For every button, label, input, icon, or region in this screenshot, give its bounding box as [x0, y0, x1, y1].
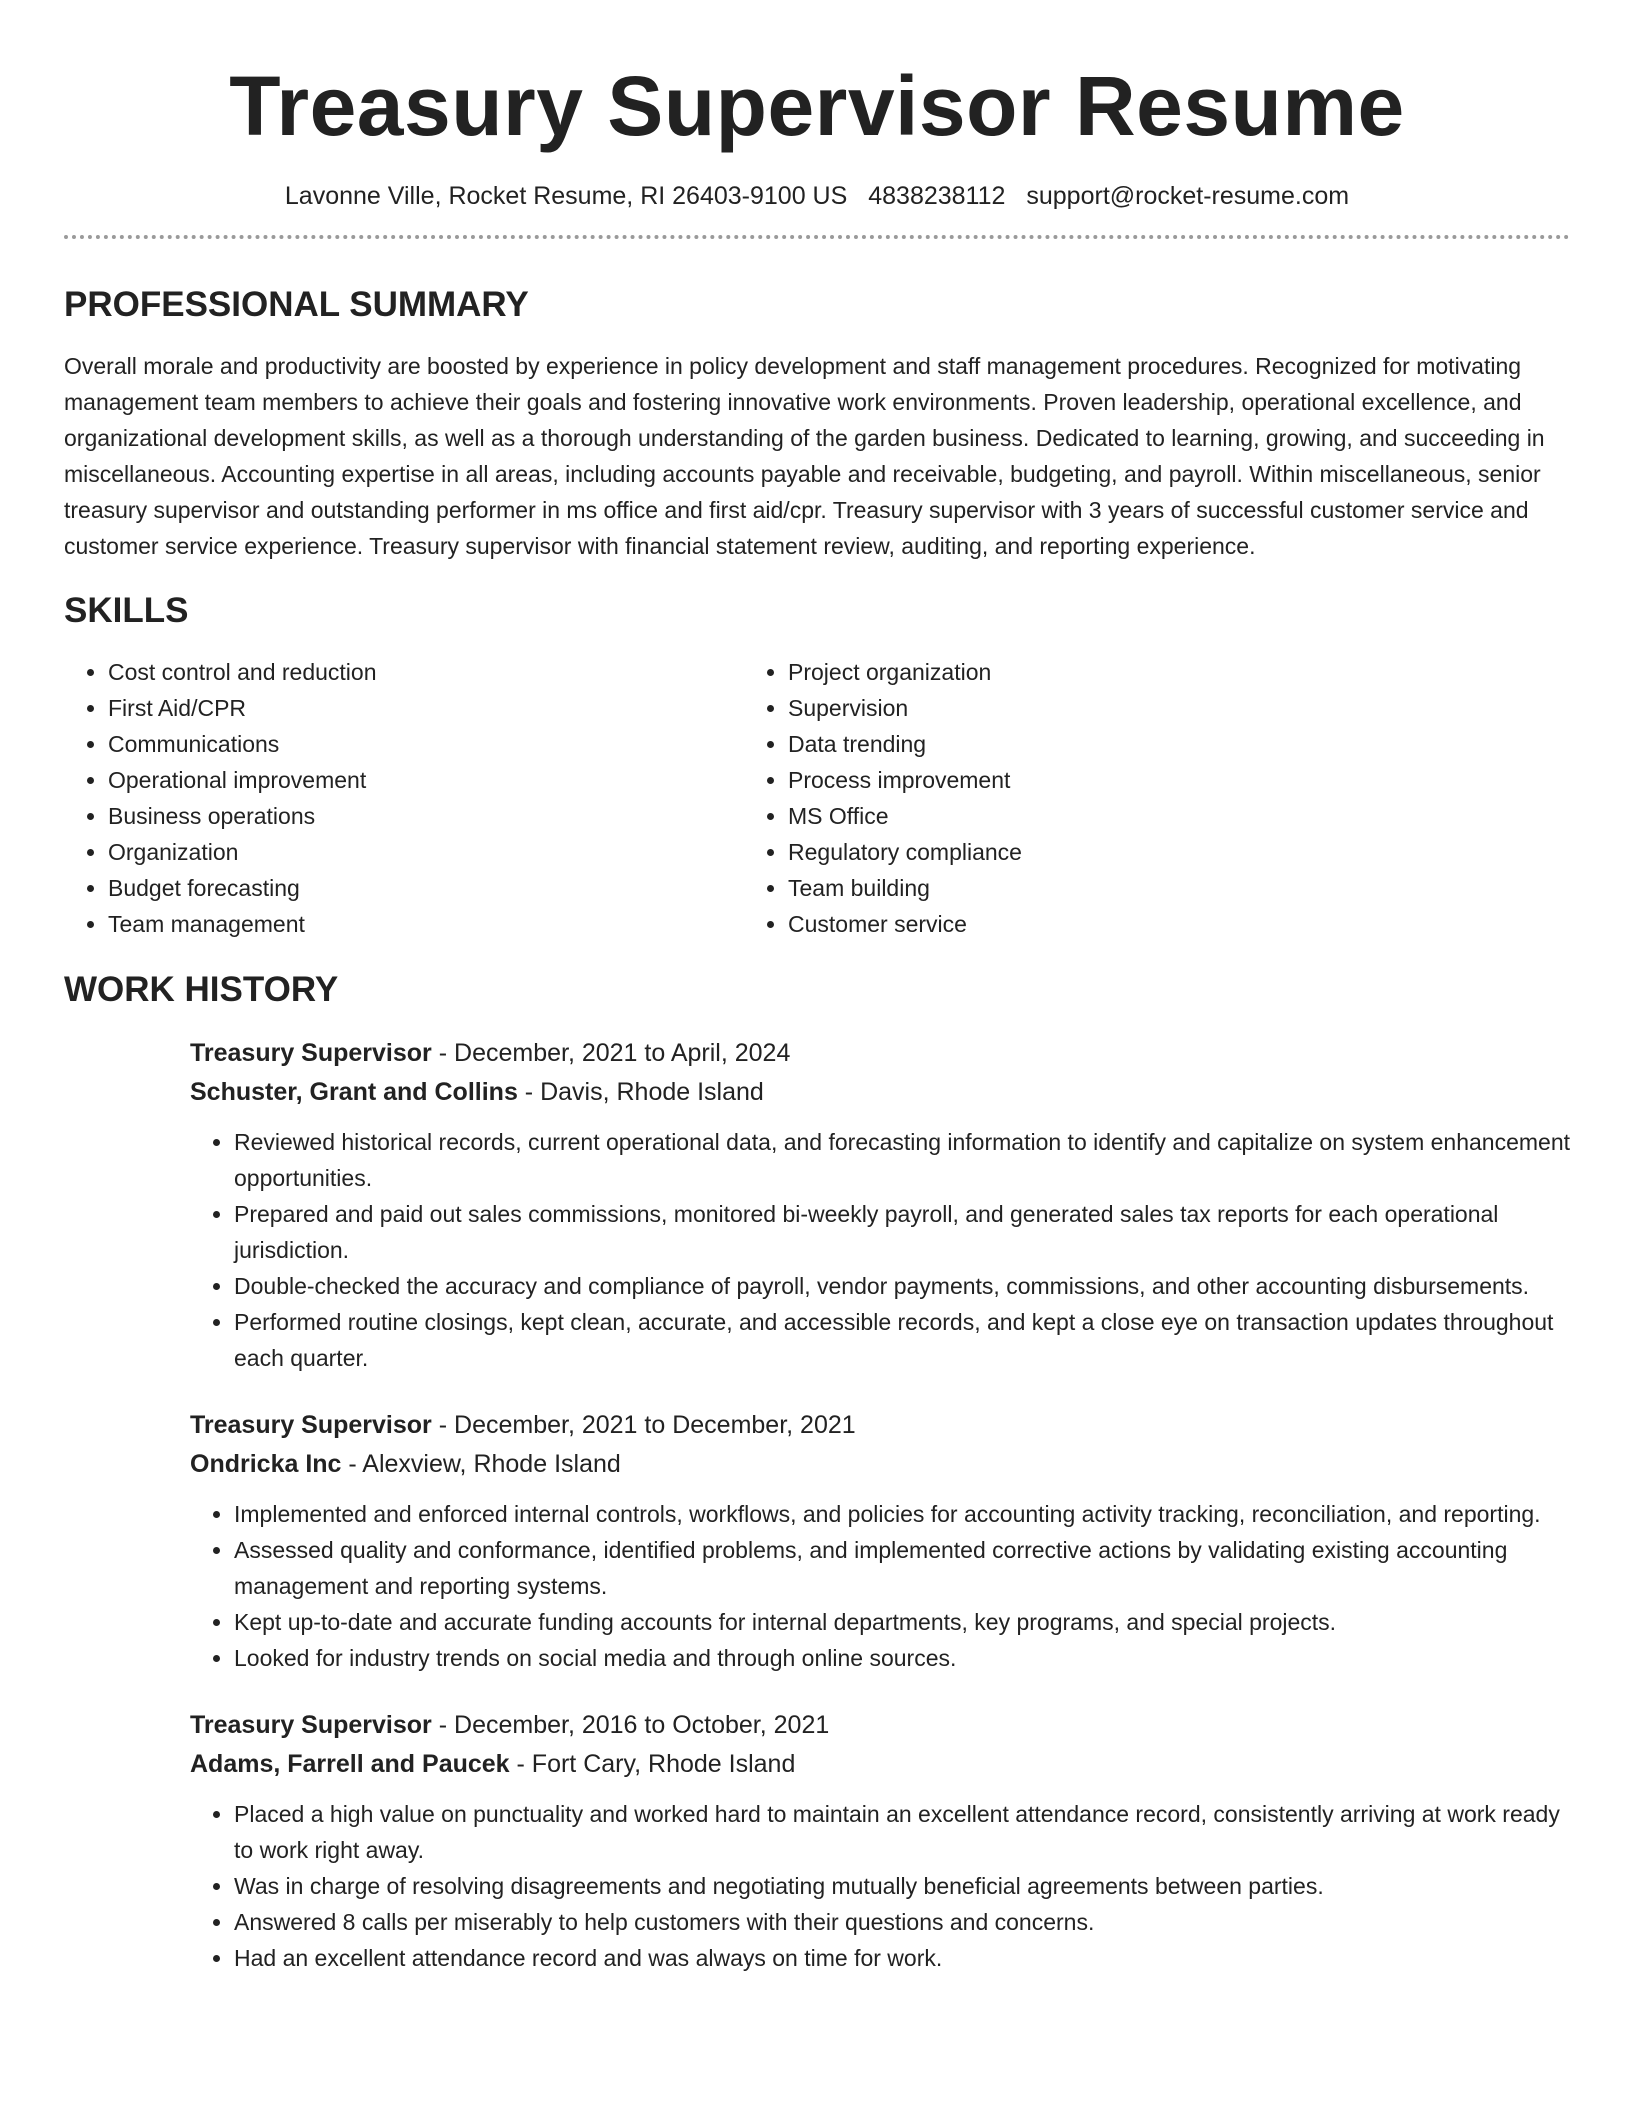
job-duty: • Double-checked the accuracy and compliance of payroll, vendor payments, commissions, and other accounting disbursements. — [234, 1268, 1570, 1304]
skill-item: • Organization — [108, 834, 744, 870]
job-company: Ondricka Inc — [190, 1450, 342, 1478]
skill-item: • Supervision — [788, 690, 1424, 726]
skill-item: • Project organization — [788, 654, 1424, 690]
job-company: Schuster, Grant and Collins — [190, 1078, 518, 1106]
job-title-line — [190, 1406, 1570, 1445]
contact-line — [64, 180, 1570, 212]
skill-item: • Customer service — [788, 906, 1424, 942]
job-duties — [190, 1496, 1570, 1676]
skills-column-right — [744, 654, 1424, 942]
skill-item: • Business operations — [108, 798, 744, 834]
job-duty: • Reviewed historical records, current operational data, and forecasting information to identify and capitalize on system enhancement opportunities. — [234, 1124, 1570, 1196]
job-company: Adams, Farrell and Paucek — [190, 1750, 510, 1778]
resume-page — [64, 0, 1570, 1976]
job-entry — [190, 1706, 1570, 1976]
job-duty: • Had an excellent attendance record and was always on time for work. — [234, 1940, 1570, 1976]
skill-item: • Cost control and reduction — [108, 654, 744, 690]
job-duties — [190, 1796, 1570, 1976]
job-title-line — [190, 1034, 1570, 1073]
job-duty: • Placed a high value on punctuality and worked hard to maintain an excellent attendance record, consistently arriving at work ready to work right away. — [234, 1796, 1570, 1868]
skill-item: • MS Office — [788, 798, 1424, 834]
job-duty: • Was in charge of resolving disagreements and negotiating mutually beneficial agreements between parties. — [234, 1868, 1570, 1904]
job-title: Treasury Supervisor — [190, 1411, 432, 1439]
job-duty: • Implemented and enforced internal controls, workflows, and policies for accounting activity tracking, reconciliation, and reporting. — [234, 1496, 1570, 1532]
job-duties — [190, 1124, 1570, 1376]
job-title-line — [190, 1706, 1570, 1745]
skill-item: • Budget forecasting — [108, 870, 744, 906]
job-dates: - December, 2021 to April, 2024 — [431, 1039, 791, 1067]
skills-list — [64, 654, 1570, 942]
job-duty: • Looked for industry trends on social media and through online sources. — [234, 1640, 1570, 1676]
job-location: - Davis, Rhode Island — [517, 1078, 764, 1106]
job-location: - Alexview, Rhode Island — [341, 1450, 621, 1478]
skill-item: • Regulatory compliance — [788, 834, 1424, 870]
resume-title: Treasury Supervisor Resume — [229, 59, 1405, 153]
skill-item: • Communications — [108, 726, 744, 762]
job-company-line — [190, 1445, 1570, 1484]
job-duty: • Prepared and paid out sales commissions, monitored bi-weekly payroll, and generated sales tax reports for each operational jurisdiction. — [234, 1196, 1570, 1268]
skill-item: • First Aid/CPR — [108, 690, 744, 726]
job-dates: - December, 2016 to October, 2021 — [431, 1711, 830, 1739]
job-dates: - December, 2021 to December, 2021 — [431, 1411, 856, 1439]
job-entry — [190, 1034, 1570, 1376]
job-duty: • Assessed quality and conformance, identified problems, and implemented corrective actions by validating existing accounting management and reporting systems. — [234, 1532, 1570, 1604]
skill-item: • Data trending — [788, 726, 1424, 762]
work-history-heading: WORK HISTORY — [64, 970, 339, 1009]
job-title: Treasury Supervisor — [190, 1711, 432, 1739]
contact-phone: 4838238112 — [868, 182, 1006, 210]
job-duty: • Answered 8 calls per miserably to help customers with their questions and concerns. — [234, 1904, 1570, 1940]
header-divider — [64, 235, 1570, 239]
job-duty: • Performed routine closings, kept clean, accurate, and accessible records, and kept a close eye on transaction updates throughout each quarter. — [234, 1304, 1570, 1376]
contact-email: support@rocket-resume.com — [1026, 182, 1350, 210]
job-title: Treasury Supervisor — [190, 1039, 432, 1067]
skills-column-left — [64, 654, 744, 942]
job-duty: • Kept up-to-date and accurate funding accounts for internal departments, key programs, and special projects. — [234, 1604, 1570, 1640]
job-company-line — [190, 1073, 1570, 1112]
job-company-line — [190, 1745, 1570, 1784]
skill-item: • Operational improvement — [108, 762, 744, 798]
job-location: - Fort Cary, Rhode Island — [509, 1750, 796, 1778]
contact-address: Lavonne Ville, Rocket Resume, RI 26403-9100 US — [284, 182, 848, 210]
job-entry — [190, 1406, 1570, 1676]
summary-text: Overall morale and productivity are boosted by experience in policy development and staff management procedures. Recognized for motivating management team members to achieve their goals and fostering innovative work environments. Proven leadership, operational excellence, and organizational development skills, as well as a thorough understanding of the garden business. Dedicated to learning, growing, and succeeding in miscellaneous. Accounting expertise in all areas, including accounts payable and receivable, budgeting, and payroll. Within miscellaneous, senior treasury supervisor and outstanding performer in ms office and first aid/cpr. Treasury supervisor with 3 years of successful customer service and customer service experience. Treasury supervisor with financial statement review, auditing, and reporting experience. — [64, 353, 1545, 559]
skills-heading: SKILLS — [64, 591, 189, 630]
skill-item: • Team building — [788, 870, 1424, 906]
skill-item: • Team management — [108, 906, 744, 942]
skill-item: • Process improvement — [788, 762, 1424, 798]
summary-heading: PROFESSIONAL SUMMARY — [64, 285, 529, 324]
